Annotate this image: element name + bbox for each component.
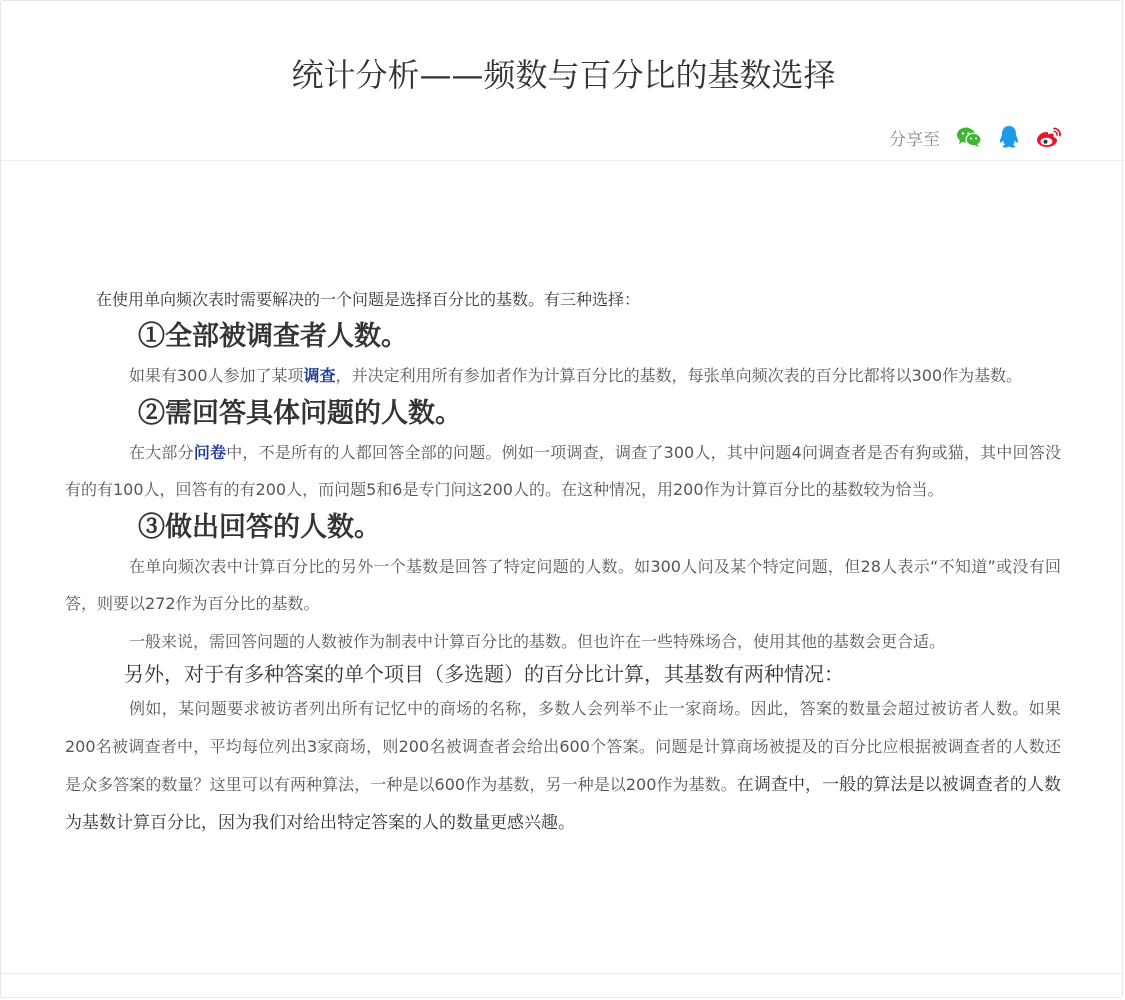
- section-heading-1: ①全部被调查者人数。: [138, 321, 408, 352]
- section-paragraph-2: [65, 434, 1061, 508]
- footer-divider: [1, 973, 1124, 974]
- text: 例如，某问题要求被访者列出所有记忆中的商场的名称，多数人会列举不止一家商场。因此，答案的数量会超过被访者人数。如果200名被调查者中，平均每位列出3家商场，则200名被调查者会给出600个答案。问题是计算商场被提及的百分比应根据被调查者的人数还是众多答案的数量？这里可以有两种算法，一种是以600作为基数，另一种是以200作为基数。: [65, 699, 1061, 794]
- share-label: 分享至: [889, 129, 940, 150]
- page-title: 统计分析——频数与百分比的基数选择: [291, 56, 836, 94]
- qq-icon[interactable]: [996, 124, 1022, 150]
- section-paragraph-1: [65, 357, 1061, 394]
- text: 如果有300人参加了某项: [129, 366, 304, 385]
- example-paragraph: [65, 690, 1061, 842]
- text: 在调查中，一般的算法是以被调查者的人数为基数计算百分比，因为我们对给出特定答案的人的数量更感兴趣。: [65, 775, 1061, 833]
- intro-paragraph: 在使用单向频次表时需要解决的一个问题是选择百分比的基数。有三种选择：: [96, 290, 641, 309]
- text: ，并决定利用所有参加者作为计算百分比的基数，每张单向频次表的百分比都将以300作为基数。: [335, 366, 1023, 385]
- general-paragraph: 一般来说，需回答问题的人数被作为制表中计算百分比的基数。但也许在一些特殊场合，使用其他的基数会更合适。: [129, 632, 946, 651]
- text: 中，不是所有的人都回答全部的问题。例如一项调查，调查了300人，其中问题4问调查者是否有狗或猫，其中回答没有的有100人，回答有的有200人，而问题5和6是专门问这200人的。在这种情况，用200作为计算百分比的基数较为恰当。: [65, 443, 1061, 499]
- section-heading-3: ③做出回答的人数。: [138, 512, 381, 543]
- article-body: [65, 283, 1061, 842]
- survey-link[interactable]: 调查: [303, 366, 336, 385]
- section-heading-2: ②需回答具体问题的人数。: [138, 398, 462, 429]
- questionnaire-link[interactable]: 问卷: [193, 443, 227, 462]
- multi-answer-heading: 另外，对于有多种答案的单个项目（多选题）的百分比计算，其基数有两种情况：: [124, 662, 844, 686]
- article-header: [1, 1, 1124, 161]
- wechat-icon[interactable]: [956, 124, 982, 150]
- text: 在大部分: [129, 443, 194, 462]
- section-paragraph-3: 在单向频次表中计算百分比的另外一个基数是回答了特定问题的人数。如300人问及某个特定问题，但28人表示“不知道”或没有回答，则要以272作为百分比的基数。: [65, 557, 1061, 613]
- weibo-icon[interactable]: [1036, 124, 1062, 150]
- share-bar: [889, 122, 1062, 152]
